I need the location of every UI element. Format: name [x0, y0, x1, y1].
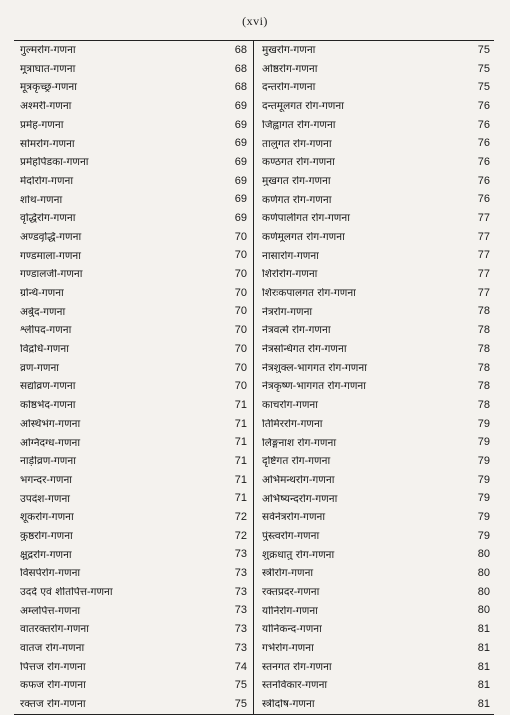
toc-entry-page: 75: [234, 697, 247, 710]
toc-entry-page: 69: [234, 193, 247, 206]
toc-entry-title: नासारोग-गणना: [262, 250, 319, 262]
toc-entry-title: नाड़ीव्रण-गणना: [20, 456, 76, 467]
toc-entry: [254, 658, 494, 677]
toc-entry-title: रक्तप्रदर-गणना: [262, 587, 320, 598]
toc-entry: [14, 247, 253, 266]
toc-entry-page: 76: [477, 193, 490, 206]
toc-entry-page: 75: [477, 62, 490, 75]
toc-entry-page: 71: [234, 417, 247, 430]
toc-entry: [14, 340, 253, 359]
toc-entry-title: अण्डवृद्धि-गणना: [20, 231, 82, 243]
toc-entry-page: 68: [234, 43, 247, 56]
toc-entry: [14, 508, 253, 527]
toc-entry-page: 78: [477, 305, 490, 318]
toc-entry-page: 70: [234, 249, 247, 262]
toc-entry: [14, 303, 253, 322]
toc-entry-title: उदर्द एवं शीतपित्त-गणना: [20, 587, 113, 598]
toc-entry: [254, 116, 494, 135]
toc-entry-page: 79: [477, 417, 490, 430]
toc-entry: [14, 228, 253, 247]
toc-entry: [14, 452, 253, 471]
toc-entry-title: गण्डमाला-गणना: [20, 250, 81, 262]
toc-entry: [254, 191, 494, 210]
toc-entry-title: योनिकन्द-गणना: [262, 624, 322, 635]
toc-entry-title: सोमरोग-गणना: [20, 138, 75, 150]
toc-entry-title: दन्तमूलगत रोग-गणना: [262, 101, 344, 112]
toc-entry-page: 70: [234, 286, 247, 299]
toc-entry: [254, 620, 494, 639]
toc-entry-page: 76: [477, 118, 490, 131]
toc-entry-title: कफज रोग-गणना: [20, 680, 86, 691]
toc-entry: [14, 41, 253, 60]
toc-entry: [14, 265, 253, 284]
toc-entry: [254, 359, 494, 378]
toc-entry-page: 81: [477, 660, 490, 673]
toc-entry: [254, 78, 494, 97]
toc-entry-page: 79: [477, 492, 490, 505]
toc-entry: [254, 508, 494, 527]
toc-entry: [254, 377, 494, 396]
toc-entry: [254, 415, 494, 434]
toc-entry-title: पुंस्त्वरोग-गणना: [262, 530, 320, 542]
toc-entry-page: 68: [234, 81, 247, 94]
toc-entry: [14, 116, 253, 135]
toc-entry-title: प्रमेह-गणना: [20, 119, 64, 131]
toc-entry-title: कोष्ठभेद-गणना: [20, 400, 76, 411]
toc-entry: [254, 639, 494, 658]
toc-entry-page: 69: [234, 137, 247, 150]
toc-entry-title: शिरःकपालगत रोग-गणना: [262, 288, 356, 299]
toc-entry-page: 69: [234, 118, 247, 131]
toc-entry-title: शिरोरोग-गणना: [262, 269, 318, 280]
toc-entry-title: अम्लपित्त-गणना: [20, 605, 81, 617]
toc-entry: [14, 695, 253, 714]
toc-entry: [254, 340, 494, 359]
toc-entry-title: कुष्ठरोग-गणना: [20, 530, 73, 542]
toc-entry-page: 79: [477, 529, 490, 542]
toc-entry-title: प्रमेहपिडका-गणना: [20, 157, 89, 168]
toc-entry: [254, 172, 494, 191]
toc-entry: [14, 396, 253, 415]
toc-entry-title: वृद्धिरोग-गणना: [20, 213, 76, 224]
toc-entry-title: कर्णमूलगत रोग-गणना: [262, 231, 345, 243]
toc-entry-title: तिमिररोग-गणना: [262, 418, 323, 430]
toc-entry-title: तालुगत रोग-गणना: [262, 138, 332, 150]
toc-entry-page: 76: [477, 174, 490, 187]
toc-entry-title: क्षुद्ररोग-गणना: [20, 549, 72, 561]
toc-entry-page: 77: [477, 286, 490, 299]
toc-entry: [14, 359, 253, 378]
toc-entry-title: स्त्रीदोष-गणना: [262, 699, 315, 710]
toc-entry-page: 81: [477, 697, 490, 710]
toc-entry: [254, 602, 494, 621]
toc-entry-page: 73: [234, 567, 247, 580]
toc-entry-page: 70: [234, 268, 247, 281]
toc-entry-title: अश्मरी-गणना: [20, 101, 72, 112]
toc-entry: [254, 41, 494, 60]
toc-entry: [254, 433, 494, 452]
toc-entry-title: विसर्परोग-गणना: [20, 568, 81, 579]
toc-entry-page: 77: [477, 268, 490, 281]
toc-entry-page: 79: [477, 473, 490, 486]
toc-entry-page: 75: [234, 679, 247, 692]
toc-entry-page: 80: [477, 567, 490, 580]
toc-entry-title: भगन्दर-गणना: [20, 474, 73, 486]
toc-entry: [254, 265, 494, 284]
toc-entry-page: 77: [477, 249, 490, 262]
toc-entry: [254, 209, 494, 228]
toc-entry-page: 80: [477, 548, 490, 561]
toc-entry-page: 73: [234, 585, 247, 598]
toc-entry-title: मुखरोग-गणना: [262, 45, 316, 56]
toc-entry-page: 78: [477, 324, 490, 337]
toc-entry: [14, 546, 253, 565]
toc-entry-page: 76: [477, 99, 490, 112]
toc-entry-page: 70: [234, 342, 247, 355]
toc-entry-page: 81: [477, 623, 490, 636]
toc-entry-title: योनिरोग-गणना: [262, 605, 318, 617]
toc-entry: [14, 471, 253, 490]
toc-entry-page: 78: [477, 342, 490, 355]
toc-entry: [254, 321, 494, 340]
toc-entry-title: जिह्वागत रोग-गणना: [262, 119, 336, 131]
toc-entry-title: नेत्रवर्त्म रोग-गणना: [262, 325, 331, 336]
toc-entry-title: उपदंश-गणना: [20, 493, 71, 505]
toc-entry: [14, 415, 253, 434]
toc-entry: [254, 228, 494, 247]
toc-entry-page: 79: [477, 436, 490, 449]
toc-entry: [14, 639, 253, 658]
toc-entry-page: 70: [234, 324, 247, 337]
toc-entry-page: 80: [477, 604, 490, 617]
toc-entry: [14, 564, 253, 583]
toc-entry-title: गुल्मरोग-गणना: [20, 45, 76, 56]
toc-entry-title: गर्भरोग-गणना: [262, 643, 314, 654]
toc-entry-title: लिङ्गनाश रोग-गणना: [262, 437, 337, 449]
toc-entry-page: 81: [477, 679, 490, 692]
toc-entry-title: कर्णगत रोग-गणना: [262, 194, 332, 206]
toc-entry-title: अग्निदग्ध-गणना: [20, 437, 81, 449]
toc-entry-title: विद्रधि-गणना: [20, 344, 69, 355]
toc-entry-page: 76: [477, 155, 490, 168]
toc-entry-title: मूत्रकृच्छ्र-गणना: [20, 82, 77, 93]
toc-entry: [254, 97, 494, 116]
toc-entry-page: 78: [477, 361, 490, 374]
toc-entry-page: 72: [234, 511, 247, 524]
toc-left-column: [14, 41, 254, 714]
toc-entry-page: 79: [477, 511, 490, 524]
toc-entry: [254, 564, 494, 583]
toc-entry: [14, 658, 253, 677]
toc-entry: [14, 97, 253, 116]
toc-entry-page: 69: [234, 174, 247, 187]
toc-entry-page: 73: [234, 604, 247, 617]
toc-entry: [254, 134, 494, 153]
toc-entry-title: वातज रोग-गणना: [20, 643, 85, 654]
toc-entry-title: ग्रन्थि-गणना: [20, 288, 64, 299]
toc-entry-title: शुक्रधातु रोग-गणना: [262, 549, 335, 561]
toc-entry-page: 77: [477, 230, 490, 243]
toc-entry-page: 69: [234, 212, 247, 225]
toc-entry: [14, 78, 253, 97]
toc-entry-title: रक्तज रोग-गणना: [20, 699, 86, 710]
toc-entry-title: स्तनगत रोग-गणना: [262, 661, 332, 673]
toc-entry: [14, 321, 253, 340]
toc-entry-page: 70: [234, 230, 247, 243]
toc-entry-page: 78: [477, 380, 490, 393]
toc-entry-title: मेदोरोग-गणना: [20, 175, 74, 187]
toc-entry-title: दृष्टिगत रोग-गणना: [262, 456, 331, 467]
toc-entry-page: 73: [234, 548, 247, 561]
toc-entry-title: व्रण-गणना: [20, 362, 60, 374]
toc-entry-page: 77: [477, 212, 490, 225]
toc-entry-title: सद्योव्रण-गणना: [20, 381, 76, 392]
toc-entry: [254, 583, 494, 602]
toc-entry: [14, 433, 253, 452]
toc-entry-page: 70: [234, 361, 247, 374]
toc-entry-page: 70: [234, 380, 247, 393]
toc-entry-page: 71: [234, 436, 247, 449]
toc-entry-page: 69: [234, 155, 247, 168]
toc-entry-page: 73: [234, 641, 247, 654]
toc-entry-page: 73: [234, 623, 247, 636]
toc-entry: [14, 490, 253, 509]
page-number-header: (xvi): [242, 14, 268, 28]
toc-entry: [254, 247, 494, 266]
toc-entry-title: सर्वनेत्ररोग-गणना: [262, 512, 326, 523]
toc-entry: [14, 284, 253, 303]
toc-entry: [254, 303, 494, 322]
toc-entry-page: 74: [234, 660, 247, 673]
toc-entry: [254, 284, 494, 303]
toc-entry-title: काचरोग-गणना: [262, 400, 318, 411]
toc-entry-page: 75: [477, 43, 490, 56]
toc-entry-title: कर्णपालीगत रोग-गणना: [262, 213, 350, 224]
toc-entry-page: 79: [477, 454, 490, 467]
toc-entry-title: नेत्रसन्धिगत रोग-गणना: [262, 344, 347, 355]
toc-entry: [254, 490, 494, 509]
toc-entry-title: श्लीपद-गणना: [20, 325, 72, 336]
toc-entry-page: 71: [234, 492, 247, 505]
toc-entry-title: कण्ठगत रोग-गणना: [262, 157, 335, 168]
toc-entry-title: पित्तज रोग-गणना: [20, 661, 86, 673]
toc-entry-title: मुखगत रोग-गणना: [262, 175, 331, 187]
toc-entry-title: स्तनविकार-गणना: [262, 680, 328, 691]
toc-entry-page: 80: [477, 585, 490, 598]
toc-entry-title: अभिमन्थरोग-गणना: [262, 474, 335, 486]
toc-right-column: [254, 41, 494, 714]
toc-entry-title: नेत्ररोग-गणना: [262, 306, 313, 318]
toc-entry: [14, 602, 253, 621]
toc-entry-page: 68: [234, 62, 247, 75]
toc-entry: [14, 153, 253, 172]
toc-entry-title: गण्डालजी-गणना: [20, 269, 83, 280]
toc-entry: [254, 452, 494, 471]
table-of-contents: [14, 40, 494, 715]
toc-entry: [254, 676, 494, 695]
toc-entry-page: 71: [234, 398, 247, 411]
toc-entry: [14, 377, 253, 396]
toc-entry: [14, 172, 253, 191]
toc-entry-page: 71: [234, 473, 247, 486]
toc-entry: [254, 527, 494, 546]
toc-entry: [254, 153, 494, 172]
toc-entry-title: स्त्रीरोग-गणना: [262, 568, 314, 579]
toc-entry: [14, 527, 253, 546]
toc-entry-title: अभिष्यन्दरोग-गणना: [262, 493, 338, 505]
toc-entry-page: 70: [234, 305, 247, 318]
toc-entry-title: शूकरोग-गणना: [20, 512, 74, 523]
toc-entry-title: मूत्राघात-गणना: [20, 63, 76, 75]
toc-entry-title: नेत्रकृष्ण-भागगत रोग-गणना: [262, 381, 366, 392]
toc-entry-title: वातरक्तरोग-गणना: [20, 624, 89, 635]
toc-entry-page: 72: [234, 529, 247, 542]
toc-entry: [254, 695, 494, 714]
toc-entry: [254, 546, 494, 565]
toc-entry-title: अर्बुद-गणना: [20, 306, 66, 318]
toc-entry: [14, 134, 253, 153]
toc-entry: [254, 471, 494, 490]
toc-entry: [14, 60, 253, 79]
toc-entry-page: 75: [477, 81, 490, 94]
toc-entry-title: ओष्ठरोग-गणना: [262, 63, 318, 75]
toc-entry-page: 71: [234, 454, 247, 467]
toc-entry: [254, 60, 494, 79]
toc-entry-page: 69: [234, 99, 247, 112]
toc-entry: [254, 396, 494, 415]
toc-entry: [14, 191, 253, 210]
toc-entry-page: 78: [477, 398, 490, 411]
toc-entry: [14, 620, 253, 639]
toc-entry-title: अस्थिभंग-गणना: [20, 418, 81, 430]
toc-entry-page: 81: [477, 641, 490, 654]
toc-entry-page: 76: [477, 137, 490, 150]
toc-entry-title: दन्तरोग-गणना: [262, 82, 316, 93]
toc-entry-title: नेत्रशुक्ल-भागगत रोग-गणना: [262, 362, 367, 374]
toc-entry: [14, 583, 253, 602]
toc-entry: [14, 209, 253, 228]
toc-entry-title: शोथ-गणना: [20, 194, 63, 206]
toc-entry: [14, 676, 253, 695]
